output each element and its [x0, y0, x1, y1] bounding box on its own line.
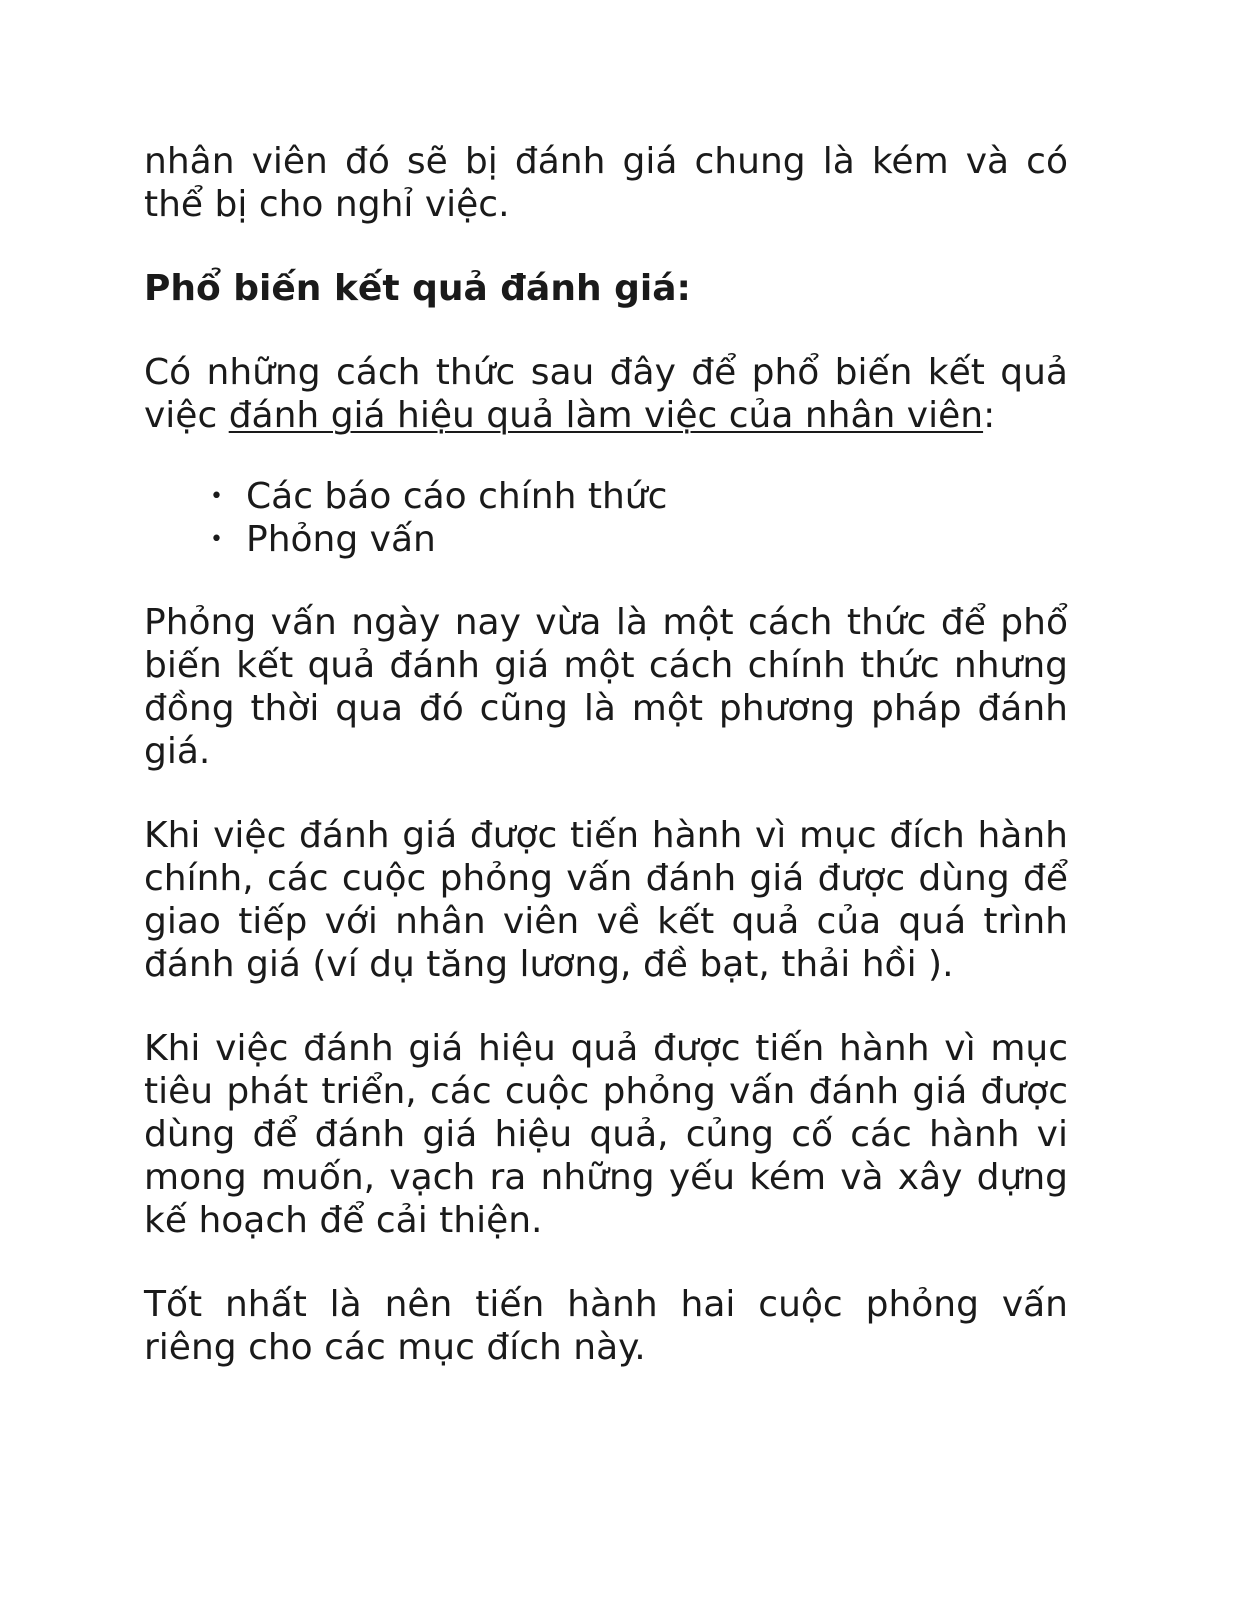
document-page — [144, 140, 1068, 1369]
bullet-icon: • — [210, 527, 223, 552]
list-item-label: Các báo cáo chính thức — [246, 476, 668, 517]
administrative-paragraph: Khi việc đánh giá được tiến hành vì mục đích hành chính, các cuộc phỏng vấn đánh giá được dùng để giao tiếp với nhân viên về kết quả của quá trình đánh giá (ví dụ tăng lương, đề bạt, thải hồi ). — [144, 815, 1068, 985]
methods-list — [144, 475, 1068, 561]
lead-suffix: : — [983, 395, 996, 436]
conclusion-paragraph: Tốt nhất là nên tiến hành hai cuộc phỏng vấn riêng cho các mục đích này. — [144, 1284, 1068, 1368]
development-paragraph: Khi việc đánh giá hiệu quả được tiến hành vì mục tiêu phát triển, các cuộc phỏng vấn đánh giá được dùng để đánh giá hiệu quả, củng cố các hành vi mong muốn, vạch ra những yếu kém và xây dựng kế hoạch để cải thiện. — [144, 1028, 1068, 1241]
list-item — [144, 475, 1068, 518]
list-item — [144, 518, 1068, 561]
section-heading: Phổ biến kết quả đánh giá: — [144, 268, 691, 309]
list-item-label: Phỏng vấn — [246, 519, 436, 560]
intro-paragraph: nhân viên đó sẽ bị đánh giá chung là kém và có thể bị cho nghỉ việc. — [144, 141, 1068, 225]
lead-paragraph — [144, 351, 1068, 437]
lead-prefix: Có những cách thức sau đây để phổ biến kết quả việc — [144, 352, 1068, 436]
interview-paragraph: Phỏng vấn ngày nay vừa là một cách thức để phổ biến kết quả đánh giá một cách chính thức nhưng đồng thời qua đó cũng là một phương pháp đánh giá. — [144, 602, 1068, 772]
bullet-icon: • — [210, 484, 223, 509]
evaluation-link[interactable]: đánh giá hiệu quả làm việc của nhân viên — [228, 395, 984, 436]
